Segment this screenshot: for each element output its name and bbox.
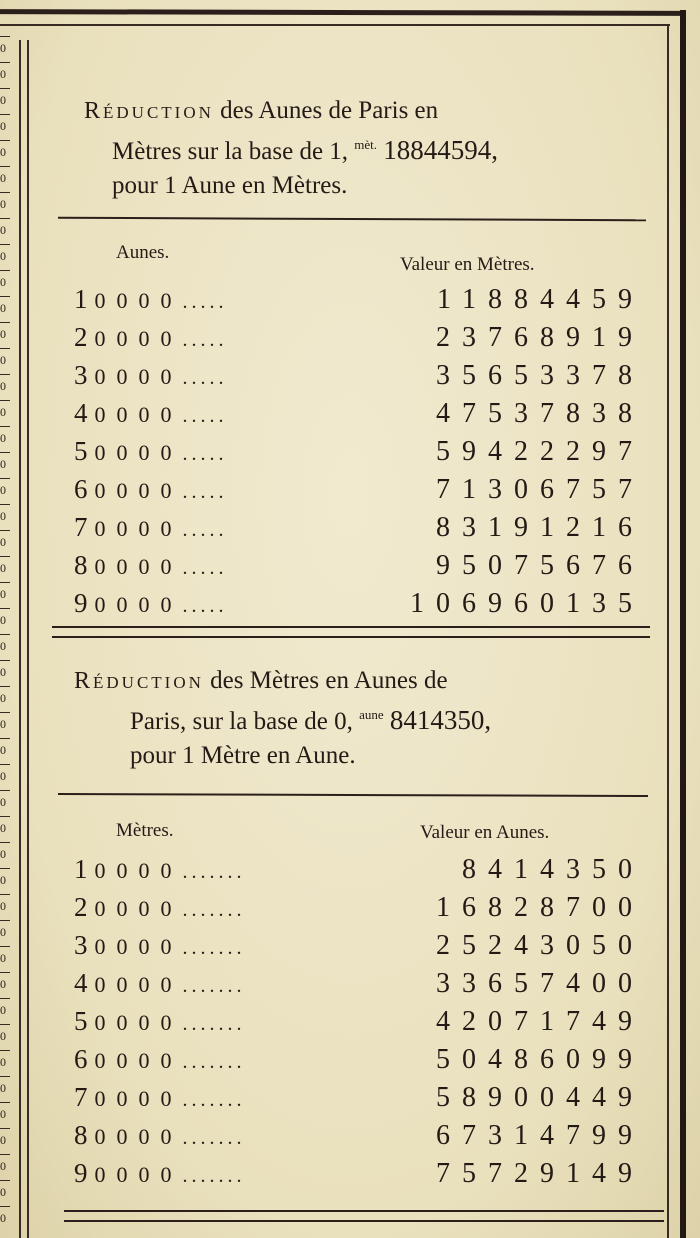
section2-table — [74, 854, 644, 1196]
row-value: 59422297 — [436, 436, 644, 467]
row-leader-dots: ....... — [182, 975, 246, 997]
margin-rule-tick — [0, 166, 10, 167]
section2-title-line1: des Mètres en Aunes de — [203, 667, 448, 694]
margin-digit-fragment: 0 — [0, 457, 6, 471]
margin-rule-tick — [0, 946, 10, 947]
row-leader-dots: ....... — [182, 899, 246, 921]
margin-rule-tick — [0, 582, 10, 583]
row-quantity — [74, 474, 228, 505]
margin-digit-fragment: 0 — [0, 1159, 6, 1173]
margin-digit-fragment: 0 — [0, 665, 6, 679]
margin-digit-fragment: 0 — [0, 925, 6, 939]
margin-digit-fragment: 0 — [0, 41, 6, 55]
margin-digit-fragment: 0 — [0, 821, 6, 835]
margin-rule-tick — [0, 868, 10, 869]
margin-rule-tick — [0, 634, 10, 635]
margin-digit-fragment: 0 — [0, 483, 6, 497]
row-value: 35653378 — [436, 360, 644, 391]
row-leader-dots: ..... — [182, 595, 228, 617]
margin-digit-fragment: 0 — [0, 769, 6, 783]
row-value: 47537838 — [436, 398, 644, 429]
margin-rule-tick — [0, 114, 10, 115]
row-value: 50486099 — [436, 1044, 644, 1075]
row-leader-dots: ..... — [182, 367, 228, 389]
section2-title — [74, 664, 634, 773]
section1-title-smallcaps: Réduction — [84, 98, 214, 124]
row-lead-digit: 3 — [74, 360, 95, 390]
margin-digit-fragment: 0 — [0, 717, 6, 731]
top-border-thin — [0, 24, 670, 26]
row-quantity — [74, 1082, 246, 1113]
margin-rule-tick — [0, 400, 10, 401]
margin-rule-tick — [0, 62, 10, 63]
section1-title-line3: pour 1 Aune en Mètres. — [112, 172, 348, 199]
margin-rule-tick — [0, 764, 10, 765]
row-lead-digit: 7 — [74, 512, 95, 542]
row-value: 16828700 — [436, 892, 644, 923]
margin-digit-fragment: 0 — [0, 1003, 6, 1017]
section-divider — [52, 626, 650, 638]
row-value: 23768919 — [436, 322, 644, 353]
row-leader-dots: ....... — [182, 1165, 246, 1187]
right-border-thin — [667, 24, 669, 1238]
row-zeros: 0000 — [94, 326, 183, 351]
row-leader-dots: ..... — [182, 329, 228, 351]
table-row — [74, 1158, 644, 1196]
table-row — [74, 284, 644, 322]
margin-digit-fragment: 0 — [0, 691, 6, 705]
row-quantity — [74, 322, 228, 353]
section1-title-line2: Mètres sur la base de 1, — [112, 138, 349, 165]
row-lead-digit: 6 — [74, 474, 95, 504]
row-value: 95075676 — [436, 550, 644, 581]
adjacent-page-margin — [0, 36, 14, 1238]
row-zeros: 0000 — [94, 592, 183, 617]
row-lead-digit: 5 — [74, 436, 95, 466]
table-row — [74, 1082, 644, 1120]
row-quantity — [74, 854, 246, 885]
margin-digit-fragment: 0 — [0, 613, 6, 627]
table-row — [74, 892, 644, 930]
row-zeros: 0000 — [94, 478, 183, 503]
row-leader-dots: ....... — [182, 1013, 246, 1035]
right-border-thick — [680, 10, 686, 1238]
margin-rule-tick — [0, 1102, 10, 1103]
margin-digit-fragment: 0 — [0, 873, 6, 887]
margin-digit-fragment: 0 — [0, 1211, 6, 1225]
margin-digit-fragment: 0 — [0, 171, 6, 185]
table-row — [74, 474, 644, 512]
margin-rule-tick — [0, 556, 10, 557]
section1-col-left: Aunes. — [116, 242, 170, 263]
row-zeros: 0000 — [94, 896, 183, 921]
row-leader-dots: ..... — [182, 557, 228, 579]
margin-rule-tick — [0, 660, 10, 661]
row-quantity — [74, 398, 228, 429]
margin-rule-tick — [0, 894, 10, 895]
row-value: 11884459 — [437, 284, 644, 315]
margin-rule-tick — [0, 920, 10, 921]
section2-title-line2: Paris, sur la base de 0, — [130, 708, 353, 735]
row-zeros: 0000 — [94, 972, 183, 997]
margin-digit-fragment: 0 — [0, 587, 6, 601]
table-row — [74, 398, 644, 436]
table-row — [74, 588, 644, 626]
margin-rule-tick — [0, 738, 10, 739]
row-value: 33657400 — [436, 968, 644, 999]
margin-digit-fragment: 0 — [0, 249, 6, 263]
row-value: 42071749 — [436, 1006, 644, 1037]
row-leader-dots: ....... — [182, 1127, 246, 1149]
margin-digit-fragment: 0 — [0, 301, 6, 315]
table-row — [74, 512, 644, 550]
margin-digit-fragment: 0 — [0, 223, 6, 237]
row-zeros: 0000 — [94, 1010, 183, 1035]
section1-title-base: 18844594, — [383, 135, 499, 165]
row-lead-digit: 2 — [74, 322, 95, 352]
row-quantity — [74, 1006, 246, 1037]
margin-rule-tick — [0, 686, 10, 687]
margin-digit-fragment: 0 — [0, 509, 6, 523]
margin-rule-tick — [0, 1050, 10, 1051]
row-zeros: 0000 — [94, 440, 183, 465]
row-value: 71306757 — [436, 474, 644, 505]
margin-rule-tick — [0, 218, 10, 219]
row-zeros: 0000 — [94, 1162, 183, 1187]
row-leader-dots: ..... — [182, 481, 228, 503]
row-zeros: 0000 — [94, 402, 183, 427]
margin-rule-tick — [0, 36, 10, 37]
margin-digit-fragment: 0 — [0, 405, 6, 419]
margin-digit-fragment: 0 — [0, 1185, 6, 1199]
row-zeros: 0000 — [94, 1086, 183, 1111]
row-zeros: 0000 — [94, 1124, 183, 1149]
row-value: 8414350 — [462, 854, 644, 885]
margin-digit-fragment: 0 — [0, 951, 6, 965]
row-quantity — [74, 930, 246, 961]
margin-digit-fragment: 0 — [0, 899, 6, 913]
row-leader-dots: ....... — [182, 1089, 246, 1111]
row-lead-digit: 8 — [74, 550, 95, 580]
margin-digit-fragment: 0 — [0, 67, 6, 81]
margin-rule-tick — [0, 608, 10, 609]
table-row — [74, 436, 644, 474]
margin-rule-tick — [0, 842, 10, 843]
row-leader-dots: ....... — [182, 1051, 246, 1073]
margin-digit-fragment: 0 — [0, 275, 6, 289]
margin-digit-fragment: 0 — [0, 743, 6, 757]
left-border-inner — [27, 40, 29, 1238]
margin-rule-tick — [0, 452, 10, 453]
row-zeros: 0000 — [94, 288, 183, 313]
row-lead-digit: 4 — [74, 968, 95, 998]
row-quantity — [74, 360, 228, 391]
row-zeros: 0000 — [94, 364, 183, 389]
row-value: 106960135 — [410, 588, 644, 619]
row-quantity — [74, 550, 228, 581]
row-quantity — [74, 968, 246, 999]
row-lead-digit: 3 — [74, 930, 95, 960]
section2-title-unit: aune — [359, 707, 384, 722]
section1-title — [84, 94, 644, 203]
margin-digit-fragment: 0 — [0, 977, 6, 991]
margin-rule-tick — [0, 140, 10, 141]
margin-rule-tick — [0, 1128, 10, 1129]
table-row — [74, 1044, 644, 1082]
row-lead-digit: 1 — [74, 284, 95, 314]
margin-digit-fragment: 0 — [0, 431, 6, 445]
margin-rule-tick — [0, 790, 10, 791]
margin-digit-fragment: 0 — [0, 795, 6, 809]
margin-digit-fragment: 0 — [0, 639, 6, 653]
margin-rule-tick — [0, 296, 10, 297]
margin-rule-tick — [0, 478, 10, 479]
table-row — [74, 930, 644, 968]
row-lead-digit: 1 — [74, 854, 95, 884]
row-quantity — [74, 1158, 246, 1189]
margin-rule-tick — [0, 426, 10, 427]
section1-title-line1: des Aunes de Paris en — [213, 97, 439, 124]
bottom-divider — [64, 1210, 664, 1222]
section2-col-right: Valeur en Aunes. — [420, 822, 550, 843]
table-row — [74, 550, 644, 588]
row-lead-digit: 7 — [74, 1082, 95, 1112]
row-quantity — [74, 284, 228, 315]
margin-rule-tick — [0, 1206, 10, 1207]
margin-digit-fragment: 0 — [0, 197, 6, 211]
margin-rule-tick — [0, 972, 10, 973]
row-zeros: 0000 — [94, 554, 183, 579]
row-value: 75729149 — [436, 1158, 644, 1189]
row-zeros: 0000 — [94, 516, 183, 541]
margin-rule-tick — [0, 348, 10, 349]
table-row — [74, 1120, 644, 1158]
section1-table — [74, 284, 644, 626]
table-row — [74, 968, 644, 1006]
margin-digit-fragment: 0 — [0, 1055, 6, 1069]
table-row — [74, 360, 644, 398]
margin-digit-fragment: 0 — [0, 145, 6, 159]
margin-digit-fragment: 0 — [0, 535, 6, 549]
margin-rule-tick — [0, 1180, 10, 1181]
row-leader-dots: ..... — [182, 519, 228, 541]
margin-rule-tick — [0, 1024, 10, 1025]
section1-col-right: Valeur en Mètres. — [400, 254, 535, 275]
margin-digit-fragment: 0 — [0, 327, 6, 341]
row-quantity — [74, 1044, 246, 1075]
margin-digit-fragment: 0 — [0, 561, 6, 575]
row-lead-digit: 8 — [74, 1120, 95, 1150]
row-lead-digit: 5 — [74, 1006, 95, 1036]
margin-rule-tick — [0, 504, 10, 505]
section2-title-base: 8414350, — [389, 705, 492, 735]
margin-rule-tick — [0, 322, 10, 323]
row-quantity — [74, 436, 228, 467]
row-lead-digit: 4 — [74, 398, 95, 428]
margin-rule-tick — [0, 88, 10, 89]
section1-title-unit: mèt. — [354, 137, 378, 152]
margin-rule-tick — [0, 192, 10, 193]
margin-rule-tick — [0, 998, 10, 999]
row-lead-digit: 2 — [74, 892, 95, 922]
row-value: 67314799 — [436, 1120, 644, 1151]
margin-digit-fragment: 0 — [0, 1133, 6, 1147]
row-quantity — [74, 512, 228, 543]
row-quantity — [74, 1120, 246, 1151]
margin-digit-fragment: 0 — [0, 353, 6, 367]
row-leader-dots: ....... — [182, 861, 246, 883]
row-lead-digit: 9 — [74, 588, 95, 618]
margin-digit-fragment: 0 — [0, 379, 6, 393]
row-zeros: 0000 — [94, 934, 183, 959]
left-border-outer — [19, 40, 21, 1238]
row-value: 83191216 — [436, 512, 644, 543]
margin-rule-tick — [0, 816, 10, 817]
section2-title-smallcaps: Réduction — [74, 668, 204, 694]
row-leader-dots: ..... — [182, 291, 228, 313]
margin-rule-tick — [0, 712, 10, 713]
row-leader-dots: ..... — [182, 405, 228, 427]
margin-rule-tick — [0, 270, 10, 271]
margin-digit-fragment: 0 — [0, 1107, 6, 1121]
margin-digit-fragment: 0 — [0, 847, 6, 861]
section2-col-left: Mètres. — [116, 820, 174, 841]
margin-rule-tick — [0, 530, 10, 531]
margin-rule-tick — [0, 374, 10, 375]
row-lead-digit: 6 — [74, 1044, 95, 1074]
margin-digit-fragment: 0 — [0, 119, 6, 133]
table-row — [74, 1006, 644, 1044]
row-leader-dots: ....... — [182, 937, 246, 959]
row-quantity — [74, 892, 246, 923]
margin-digit-fragment: 0 — [0, 1081, 6, 1095]
table-row — [74, 854, 644, 892]
margin-rule-tick — [0, 1076, 10, 1077]
row-zeros: 0000 — [94, 858, 183, 883]
row-lead-digit: 9 — [74, 1158, 95, 1188]
table-row — [74, 322, 644, 360]
margin-digit-fragment: 0 — [0, 1029, 6, 1043]
row-value: 25243050 — [436, 930, 644, 961]
row-zeros: 0000 — [94, 1048, 183, 1073]
margin-rule-tick — [0, 1154, 10, 1155]
section2-title-line3: pour 1 Mètre en Aune. — [130, 742, 356, 769]
row-value: 58900449 — [436, 1082, 644, 1113]
row-quantity — [74, 588, 228, 619]
row-leader-dots: ..... — [182, 443, 228, 465]
margin-rule-tick — [0, 244, 10, 245]
margin-digit-fragment: 0 — [0, 93, 6, 107]
